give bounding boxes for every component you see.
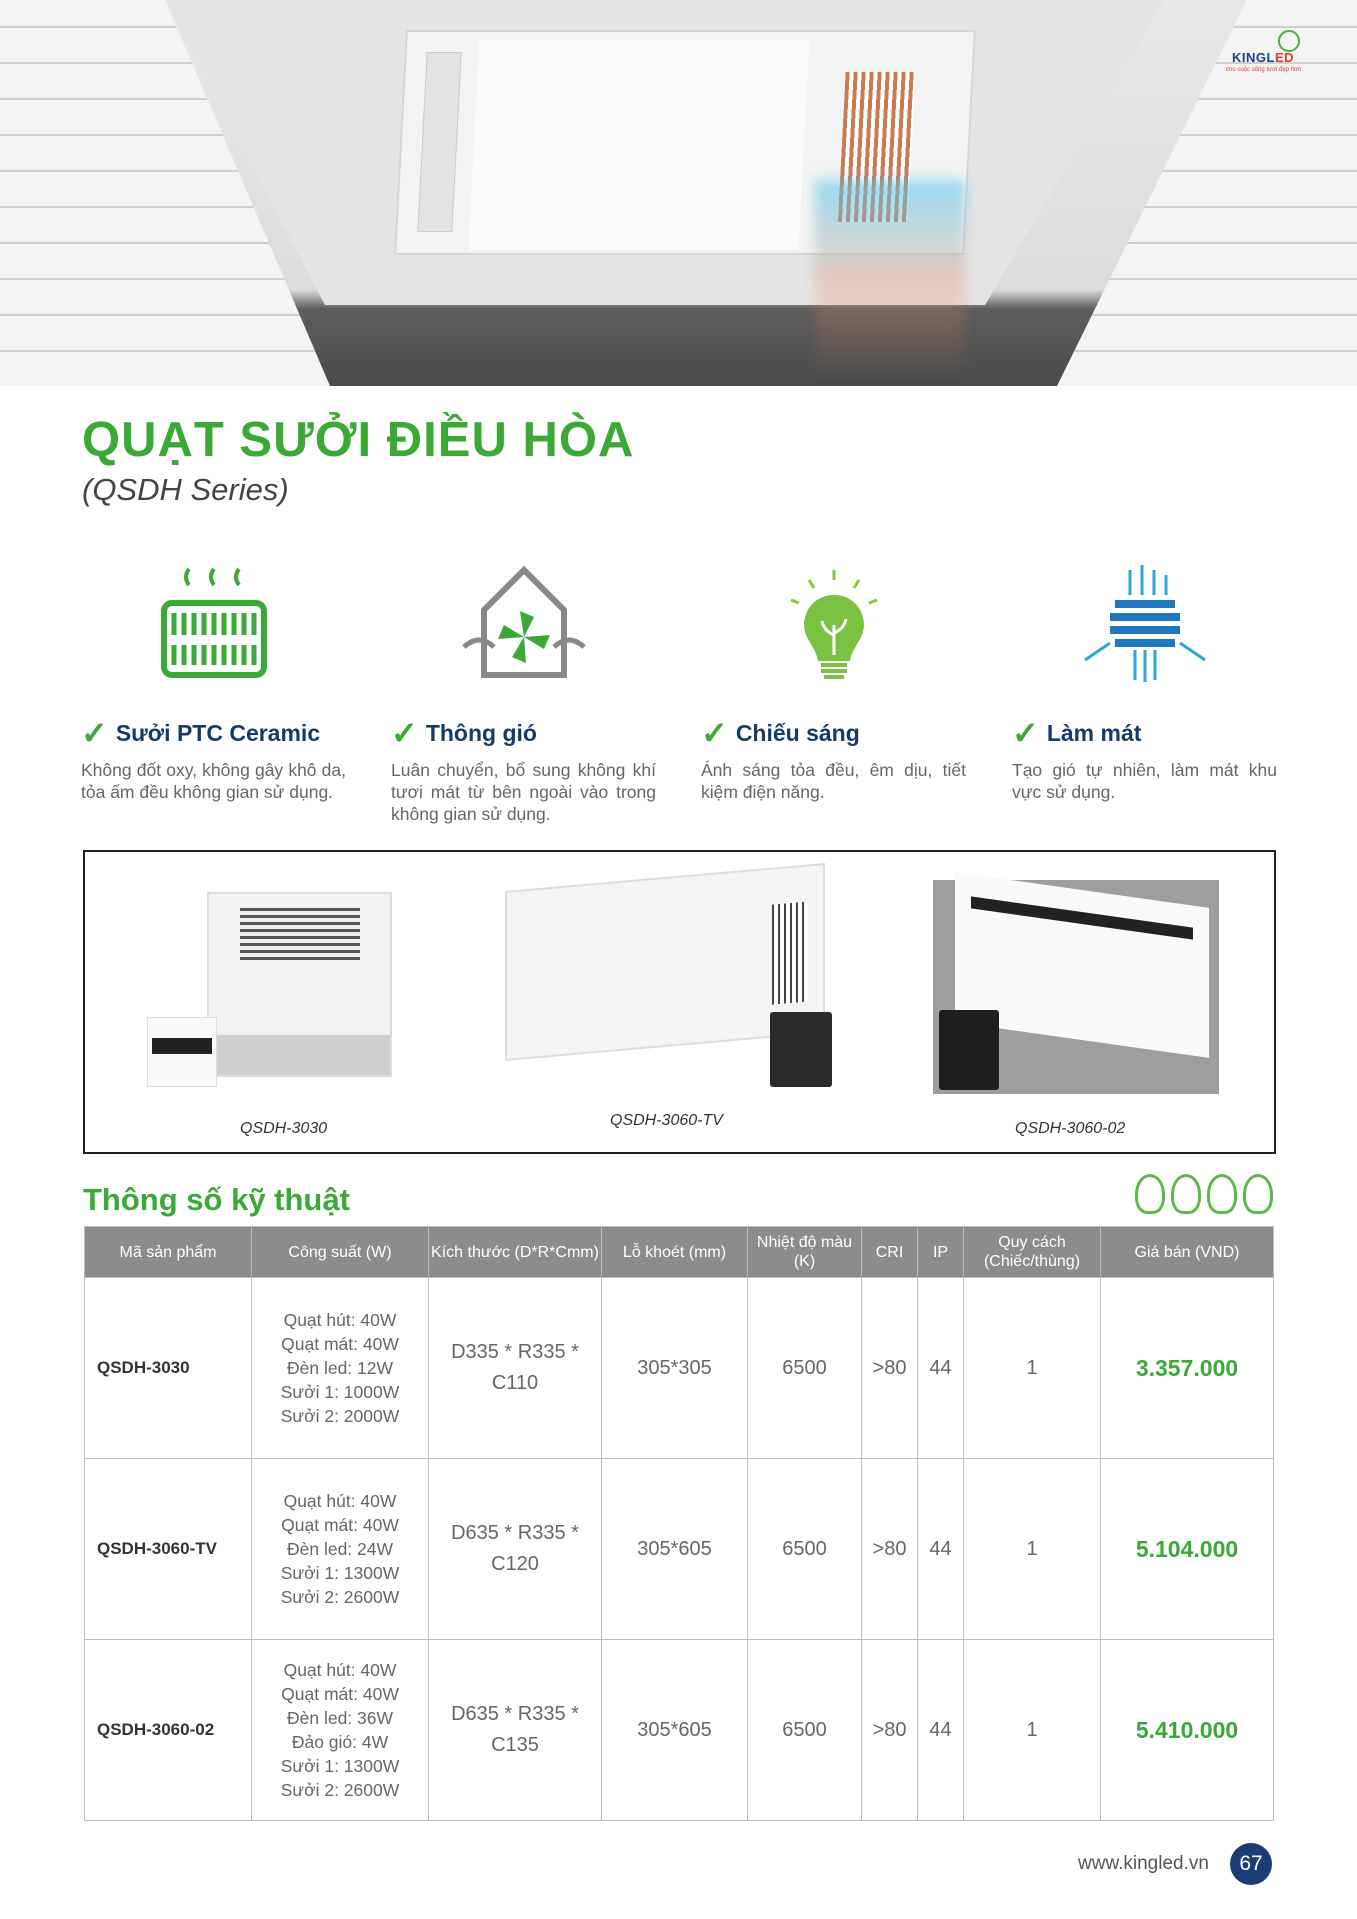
cell-cct: 6500: [748, 1278, 862, 1459]
cell-cri: >80: [862, 1459, 918, 1640]
feature-title: Thông gió: [425, 719, 537, 746]
cell-cri: >80: [862, 1640, 918, 1821]
feature-description: Tạo gió tự nhiên, làm mát khu vực sử dụng.: [1012, 760, 1277, 802]
eco-bulb-icon: [1207, 1174, 1237, 1214]
power-line: Quạt mát: 40W: [281, 1684, 399, 1704]
cell-ip: 44: [918, 1459, 964, 1640]
checkmark-icon: ✓: [81, 715, 108, 751]
cell-code: QSDH-3060-TV: [85, 1459, 252, 1640]
specs-title: Thông số kỹ thuật: [83, 1182, 350, 1217]
power-line: Quạt mát: 40W: [281, 1515, 399, 1535]
column-header: Nhiệt độ màu (K): [748, 1227, 862, 1278]
power-line: Sưởi 2: 2600W: [280, 1780, 400, 1800]
cell-cutout: 305*305: [602, 1278, 748, 1459]
cell-pack: 1: [964, 1459, 1101, 1640]
checkmark-icon: ✓: [701, 715, 728, 751]
cell-price: 3.357.000: [1101, 1278, 1274, 1459]
cell-ip: 44: [918, 1640, 964, 1821]
product-label: QSDH-3030: [240, 1120, 328, 1137]
column-header: CRI: [862, 1227, 918, 1278]
website-link[interactable]: www.kingled.vn: [1078, 1853, 1209, 1874]
product-image-qsdh-3060-02: [933, 880, 1219, 1094]
cell-code: QSDH-3030: [85, 1278, 252, 1459]
power-line: Sưởi 1: 1300W: [280, 1563, 400, 1583]
cell-cutout: 305*605: [602, 1640, 748, 1821]
power-line: Quạt hút: 40W: [283, 1310, 397, 1330]
energy-rating-icons: [1135, 1174, 1273, 1214]
power-line: Quạt hút: 40W: [283, 1660, 397, 1680]
cell-size: D635 * R335 * C135: [429, 1640, 602, 1821]
power-line: Sưởi 2: 2000W: [280, 1406, 400, 1426]
table-row: [85, 1459, 1274, 1640]
page-title: QUẠT SƯỞI ĐIỀU HÒA: [82, 413, 635, 467]
power-line: Sưởi 2: 2600W: [280, 1587, 400, 1607]
eco-bulb-icon: [701, 555, 966, 695]
house-fan-icon: [391, 555, 656, 695]
checkmark-icon: ✓: [1012, 715, 1039, 751]
cell-cct: 6500: [748, 1640, 862, 1821]
cell-power: [252, 1278, 429, 1459]
column-header: Lỗ khoét (mm): [602, 1227, 748, 1278]
table-header-row: [85, 1227, 1274, 1278]
power-line: Đèn led: 24W: [286, 1539, 394, 1559]
table-row: [85, 1278, 1274, 1459]
feature-heating: [81, 555, 346, 803]
cell-price: 5.104.000: [1101, 1459, 1274, 1640]
feature-ventilation: [391, 555, 656, 825]
power-line: Sưởi 1: 1000W: [280, 1382, 400, 1402]
cell-cri: >80: [862, 1278, 918, 1459]
column-header: Quy cách (Chiếc/thùng): [964, 1227, 1101, 1278]
eco-bulb-icon: [1243, 1174, 1273, 1214]
feature-description: Không đốt oxy, không gây khô da, tỏa ấm đều không gian sử dụng.: [81, 760, 346, 802]
product-gallery: [83, 850, 1276, 1154]
cell-code: QSDH-3060-02: [85, 1640, 252, 1821]
kingled-logo: KINGLED cho cuộc sống tươi đẹp hơn: [1226, 30, 1336, 78]
brand-tagline: cho cuộc sống tươi đẹp hơn: [1226, 67, 1302, 73]
feature-cooling: [1012, 555, 1277, 803]
cell-cct: 6500: [748, 1459, 862, 1640]
power-line: Sưởi 1: 1300W: [280, 1756, 400, 1776]
power-line: Đèn led: 12W: [286, 1358, 394, 1378]
product-label: QSDH-3060-02: [1015, 1120, 1126, 1137]
table-row: [85, 1640, 1274, 1821]
hero-image: [0, 0, 1357, 386]
column-header: Công suất (W): [252, 1227, 429, 1278]
power-line: Đảo gió: 4W: [291, 1732, 389, 1752]
feature-title: Làm mát: [1046, 719, 1142, 746]
column-header: Kích thước (D*R*Cmm): [429, 1227, 602, 1278]
column-header: Mã sản phẩm: [85, 1227, 252, 1278]
feature-description: Ánh sáng tỏa đều, êm dịu, tiết kiệm điện năng.: [701, 760, 966, 802]
cell-ip: 44: [918, 1278, 964, 1459]
radiator-heat-icon: [81, 555, 346, 695]
product-label: QSDH-3060-TV: [610, 1112, 723, 1129]
feature-description: Luân chuyển, bổ sung không khí tươi mát từ bên ngoài vào trong không gian sử dụng.: [391, 760, 656, 824]
cell-cutout: 305*605: [602, 1459, 748, 1640]
page-subtitle: (QSDH Series): [82, 472, 289, 507]
cell-size: D635 * R335 * C120: [429, 1459, 602, 1640]
cell-size: D335 * R335 * C110: [429, 1278, 602, 1459]
power-line: Quạt hút: 40W: [283, 1491, 397, 1511]
feature-title: Sưởi PTC Ceramic: [115, 719, 321, 746]
power-line: Đèn led: 36W: [286, 1708, 394, 1728]
eco-bulb-icon: [1135, 1174, 1165, 1214]
cell-power: [252, 1640, 429, 1821]
feature-title: Chiếu sáng: [735, 719, 860, 746]
checkmark-icon: ✓: [391, 715, 418, 751]
power-line: Quạt mát: 40W: [281, 1334, 399, 1354]
eco-bulb-icon: [1171, 1174, 1201, 1214]
page-number: 67: [1230, 1843, 1272, 1885]
specs-table: [84, 1226, 1274, 1821]
cell-pack: 1: [964, 1640, 1101, 1821]
cell-power: [252, 1459, 429, 1640]
cell-price: 5.410.000: [1101, 1640, 1274, 1821]
cooling-airflow-icon: [1012, 555, 1277, 695]
column-header: IP: [918, 1227, 964, 1278]
cell-pack: 1: [964, 1278, 1101, 1459]
feature-lighting: [701, 555, 966, 803]
column-header: Giá bán (VND): [1101, 1227, 1274, 1278]
